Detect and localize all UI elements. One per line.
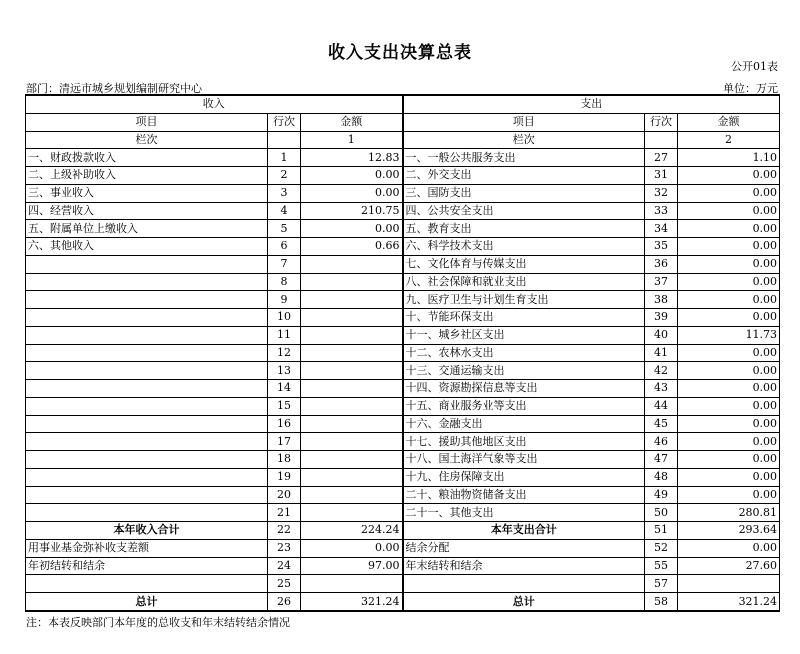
income-line-cell: 7 — [268, 255, 301, 273]
expense-item-cell: 总计 — [403, 593, 645, 611]
expense-line-cell: 55 — [645, 557, 678, 575]
income-amount-cell: 0.66 — [301, 238, 403, 256]
expense-item-cell: 一、一般公共服务支出 — [403, 149, 645, 167]
income-line-cell: 26 — [268, 593, 301, 611]
table-row — [26, 273, 780, 291]
expense-amount-cell: 0.00 — [678, 468, 780, 486]
expense-line-cell: 43 — [645, 380, 678, 398]
expense-item-cell: 本年支出合计 — [403, 522, 645, 540]
expense-line-cell: 44 — [645, 397, 678, 415]
table-row — [26, 167, 780, 185]
income-line-cell: 21 — [268, 504, 301, 522]
income-line-cell: 4 — [268, 202, 301, 220]
expense-line-cell: 27 — [645, 149, 678, 167]
expense-amount-cell: 0.00 — [678, 362, 780, 380]
income-item-cell: 一、财政拨款收入 — [26, 149, 268, 167]
table-row — [26, 202, 780, 220]
expense-amount-cell: 0.00 — [678, 220, 780, 238]
income-amount-cell — [301, 504, 403, 522]
income-amount-cell: 97.00 — [301, 557, 403, 575]
income-item-cell — [26, 415, 268, 433]
table-row — [26, 344, 780, 362]
income-line-cell: 23 — [268, 539, 301, 557]
expense-line-cell: 36 — [645, 255, 678, 273]
expense-amount-cell: 0.00 — [678, 291, 780, 309]
income-amount-cell — [301, 486, 403, 504]
expense-amount-cell: 11.73 — [678, 326, 780, 344]
table-row — [26, 468, 780, 486]
income-line-cell: 24 — [268, 557, 301, 575]
income-amount-cell: 0.00 — [301, 184, 403, 202]
income-item-cell: 用事业基金弥补收支差额 — [26, 539, 268, 557]
table-row — [26, 539, 780, 557]
expense-amount-cell: 0.00 — [678, 451, 780, 469]
income-amount-cell — [301, 415, 403, 433]
expense-line-cell: 58 — [645, 593, 678, 611]
income-amount-cell: 224.24 — [301, 522, 403, 540]
income-line-cell: 6 — [268, 238, 301, 256]
expense-line-cell: 32 — [645, 184, 678, 202]
income-item-cell: 四、经营收入 — [26, 202, 268, 220]
income-amount-header: 金额 — [301, 113, 403, 131]
expense-amount-cell: 293.64 — [678, 522, 780, 540]
expense-amount-cell: 0.00 — [678, 238, 780, 256]
expense-amount-cell: 0.00 — [678, 255, 780, 273]
expense-item-cell: 九、医疗卫生与计划生育支出 — [403, 291, 645, 309]
income-item-cell — [26, 486, 268, 504]
income-line-cell: 19 — [268, 468, 301, 486]
table-row — [26, 451, 780, 469]
income-item-cell: 总计 — [26, 593, 268, 611]
expense-amount-cell: 0.00 — [678, 202, 780, 220]
expense-line-cell: 31 — [645, 167, 678, 185]
table-row — [26, 397, 780, 415]
expense-line-cell: 39 — [645, 309, 678, 327]
income-line-cell: 22 — [268, 522, 301, 540]
expense-amount-cell: 0.00 — [678, 167, 780, 185]
income-line-cell: 9 — [268, 291, 301, 309]
income-item-cell — [26, 273, 268, 291]
income-line-index — [268, 131, 301, 149]
expense-item-cell: 结余分配 — [403, 539, 645, 557]
income-item-cell: 五、附属单位上缴收入 — [26, 220, 268, 238]
expense-line-cell: 46 — [645, 433, 678, 451]
expense-amount-header: 金额 — [678, 113, 780, 131]
expense-amount-cell: 1.10 — [678, 149, 780, 167]
income-amount-cell: 0.00 — [301, 167, 403, 185]
expense-line-cell: 52 — [645, 539, 678, 557]
income-line-cell: 5 — [268, 220, 301, 238]
expense-amount-cell: 0.00 — [678, 184, 780, 202]
expense-line-cell: 47 — [645, 451, 678, 469]
expense-line-cell: 51 — [645, 522, 678, 540]
expense-item-cell: 七、文化体育与传媒支出 — [403, 255, 645, 273]
table-row — [26, 184, 780, 202]
income-item-cell — [26, 451, 268, 469]
income-item-header: 项目 — [26, 113, 268, 131]
expense-line-cell: 38 — [645, 291, 678, 309]
expense-item-cell: 十九、住房保障支出 — [403, 468, 645, 486]
income-amount-cell — [301, 380, 403, 398]
income-amount-cell — [301, 575, 403, 593]
income-item-cell: 三、事业收入 — [26, 184, 268, 202]
table-row — [26, 309, 780, 327]
department-label: 部门：清远市城乡规划编制研究中心 — [26, 82, 202, 95]
expense-amount-cell: 0.00 — [678, 486, 780, 504]
income-amount-cell — [301, 397, 403, 415]
expense-column-number: 2 — [678, 131, 780, 149]
expense-item-cell: 年末结转和结余 — [403, 557, 645, 575]
expense-line-cell: 49 — [645, 486, 678, 504]
income-amount-cell — [301, 309, 403, 327]
expense-amount-cell: 0.00 — [678, 397, 780, 415]
income-line-cell: 12 — [268, 344, 301, 362]
table-row — [26, 433, 780, 451]
expense-item-cell: 二十一、其他支出 — [403, 504, 645, 522]
income-line-cell: 11 — [268, 326, 301, 344]
expense-amount-cell: 27.60 — [678, 557, 780, 575]
income-line-header: 行次 — [268, 113, 301, 131]
expense-item-cell: 十三、交通运输支出 — [403, 362, 645, 380]
income-item-cell — [26, 504, 268, 522]
expense-item-cell: 十四、资源勘探信息等支出 — [403, 380, 645, 398]
table-row — [26, 291, 780, 309]
income-expense-table — [25, 94, 780, 612]
income-line-cell: 2 — [268, 167, 301, 185]
expense-item-header: 项目 — [403, 113, 645, 131]
expense-column-label: 栏次 — [403, 131, 645, 149]
table-row — [26, 504, 780, 522]
table-row — [26, 575, 780, 593]
report-title: 收入支出决算总表 — [328, 43, 472, 63]
income-amount-cell — [301, 362, 403, 380]
table-row — [26, 149, 780, 167]
income-amount-cell: 321.24 — [301, 593, 403, 611]
income-item-cell — [26, 575, 268, 593]
expense-item-cell: 三、国防支出 — [403, 184, 645, 202]
expense-line-cell: 50 — [645, 504, 678, 522]
income-line-cell: 20 — [268, 486, 301, 504]
income-amount-cell — [301, 468, 403, 486]
expense-section-header: 支出 — [403, 95, 780, 113]
expense-item-cell: 六、科学技术支出 — [403, 238, 645, 256]
footnote: 注：本表反映部门本年度的总收支和年末结转结余情况 — [26, 616, 290, 629]
income-item-cell: 本年收入合计 — [26, 522, 268, 540]
income-amount-cell — [301, 255, 403, 273]
income-column-number: 1 — [301, 131, 403, 149]
table-row — [26, 326, 780, 344]
expense-item-cell: 四、公共安全支出 — [403, 202, 645, 220]
expense-amount-cell: 0.00 — [678, 273, 780, 291]
income-amount-cell — [301, 451, 403, 469]
income-item-cell — [26, 468, 268, 486]
income-section-header: 收入 — [26, 95, 403, 113]
table-row — [26, 255, 780, 273]
expense-amount-cell: 280.81 — [678, 504, 780, 522]
income-line-cell: 15 — [268, 397, 301, 415]
income-amount-cell: 0.00 — [301, 539, 403, 557]
income-item-cell: 年初结转和结余 — [26, 557, 268, 575]
expense-amount-cell: 0.00 — [678, 415, 780, 433]
expense-item-cell: 十、节能环保支出 — [403, 309, 645, 327]
income-line-cell: 10 — [268, 309, 301, 327]
expense-amount-cell: 0.00 — [678, 309, 780, 327]
expense-line-cell: 34 — [645, 220, 678, 238]
income-item-cell — [26, 291, 268, 309]
income-item-cell — [26, 380, 268, 398]
income-line-cell: 16 — [268, 415, 301, 433]
income-amount-cell — [301, 273, 403, 291]
unit-label: 单位：万元 — [723, 82, 778, 95]
income-line-cell: 3 — [268, 184, 301, 202]
income-item-cell — [26, 433, 268, 451]
expense-amount-cell: 321.24 — [678, 593, 780, 611]
expense-line-header: 行次 — [645, 113, 678, 131]
expense-amount-cell: 0.00 — [678, 344, 780, 362]
expense-line-cell: 37 — [645, 273, 678, 291]
expense-line-cell: 41 — [645, 344, 678, 362]
expense-item-cell: 十八、国土海洋气象等支出 — [403, 451, 645, 469]
table-row — [26, 486, 780, 504]
income-amount-cell — [301, 326, 403, 344]
expense-item-cell — [403, 575, 645, 593]
expense-item-cell: 八、社会保障和就业支出 — [403, 273, 645, 291]
expense-amount-cell: 0.00 — [678, 380, 780, 398]
column-index-row — [26, 131, 780, 149]
expense-item-cell: 二、外交支出 — [403, 167, 645, 185]
expense-item-cell: 十二、农林水支出 — [403, 344, 645, 362]
income-item-cell: 二、上级补助收入 — [26, 167, 268, 185]
income-line-cell: 14 — [268, 380, 301, 398]
expense-amount-cell — [678, 575, 780, 593]
income-item-cell — [26, 255, 268, 273]
income-item-cell: 六、其他收入 — [26, 238, 268, 256]
income-line-cell: 17 — [268, 433, 301, 451]
expense-amount-cell: 0.00 — [678, 433, 780, 451]
income-item-cell — [26, 397, 268, 415]
expense-item-cell: 五、教育支出 — [403, 220, 645, 238]
income-item-cell — [26, 326, 268, 344]
expense-item-cell: 十七、援助其他地区支出 — [403, 433, 645, 451]
expense-line-cell: 33 — [645, 202, 678, 220]
expense-item-cell: 二十、粮油物资储备支出 — [403, 486, 645, 504]
section-header-row — [26, 95, 780, 113]
expense-amount-cell: 0.00 — [678, 539, 780, 557]
income-amount-cell: 12.83 — [301, 149, 403, 167]
income-line-cell: 8 — [268, 273, 301, 291]
expense-line-cell: 35 — [645, 238, 678, 256]
income-line-cell: 1 — [268, 149, 301, 167]
table-row — [26, 238, 780, 256]
table-row — [26, 415, 780, 433]
expense-line-cell: 48 — [645, 468, 678, 486]
table-row — [26, 362, 780, 380]
income-amount-cell — [301, 291, 403, 309]
form-number: 公开01表 — [731, 60, 778, 73]
table-row — [26, 220, 780, 238]
expense-item-cell: 十五、商业服务业等支出 — [403, 397, 645, 415]
expense-line-cell: 57 — [645, 575, 678, 593]
income-amount-cell — [301, 344, 403, 362]
income-item-cell — [26, 362, 268, 380]
income-line-cell: 18 — [268, 451, 301, 469]
expense-line-cell: 42 — [645, 362, 678, 380]
expense-line-cell: 40 — [645, 326, 678, 344]
income-amount-cell: 0.00 — [301, 220, 403, 238]
table-row — [26, 380, 780, 398]
total-row — [26, 522, 780, 540]
income-column-label: 栏次 — [26, 131, 268, 149]
expense-item-cell: 十一、城乡社区支出 — [403, 326, 645, 344]
expense-line-index — [645, 131, 678, 149]
column-header-row — [26, 113, 780, 131]
expense-item-cell: 十六、金融支出 — [403, 415, 645, 433]
total-row — [26, 593, 780, 611]
income-item-cell — [26, 309, 268, 327]
income-line-cell: 25 — [268, 575, 301, 593]
income-amount-cell — [301, 433, 403, 451]
income-item-cell — [26, 344, 268, 362]
income-amount-cell: 210.75 — [301, 202, 403, 220]
expense-line-cell: 45 — [645, 415, 678, 433]
income-line-cell: 13 — [268, 362, 301, 380]
table-row — [26, 557, 780, 575]
